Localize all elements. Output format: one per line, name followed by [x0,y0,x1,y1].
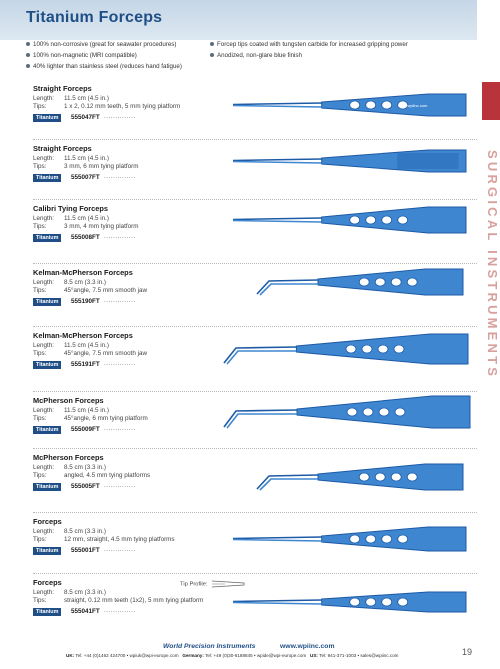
feature-text: 40% lighter than stainless steel (reduces hand fatigue) [33,63,182,70]
feature-item [26,41,176,48]
handle-hole [382,535,392,543]
length-spec [33,95,109,102]
length-label: Length: [33,528,55,535]
forceps-illustration [232,525,468,553]
tips-value: 45°angle, 7.5 mm smooth jaw [64,350,148,357]
tips-spec [33,103,180,110]
section-divider [33,573,477,574]
section-divider [33,263,477,264]
material-badge: Titanium [33,483,61,491]
handle-hole [363,408,373,416]
section-divider [33,391,477,392]
forceps-handle [322,527,466,551]
length-label: Length: [33,342,55,349]
tips-value: angled, 4.5 mm tying platforms [64,472,151,479]
feature-item [210,41,408,48]
product-name: McPherson Forceps [33,453,104,462]
material-badge: Titanium [33,174,61,182]
handle-hole [350,598,360,606]
tip-profile [180,579,245,589]
forceps-jaw-upper [257,280,318,294]
handle-hole [378,345,388,353]
section-divider [33,199,477,200]
tips-value: straight, 0.12 mm teeth (1x2), 5 mm tying platform [64,597,204,604]
de-contact: Tel: +49 (0)30-6188845 • wpide@wpi-europe.com [205,653,307,658]
tips-label: Tips: [33,287,47,294]
length-value: 11.5 cm (4.5 in.) [64,342,110,349]
length-label: Length: [33,407,55,414]
bullet-icon [210,53,214,57]
product-name: Straight Forceps [33,84,92,93]
forceps-jaw-lower [227,351,296,364]
forceps-handle [318,464,463,490]
leader-dots: .............. [104,608,136,614]
forceps-illustration [232,92,468,118]
tips-label: Tips: [33,536,47,543]
product-code: 555005FT [71,483,100,490]
material-badge: Titanium [33,234,61,242]
length-value: 11.5 cm (4.5 in.) [64,95,110,102]
tips-label: Tips: [33,163,47,170]
forceps-illustration [232,205,468,235]
uk-label: UK: [66,653,75,658]
leader-dots: .............. [104,174,136,180]
handle-hole [366,535,376,543]
section-divider [33,326,477,327]
length-spec [33,215,109,222]
handle-hole [375,473,385,481]
length-label: Length: [33,464,55,471]
material-badge: Titanium [33,426,61,434]
leader-dots: .............. [104,483,136,489]
forceps-jaw-lower [233,106,322,108]
leader-dots: .............. [104,298,136,304]
company-name: World Precision Instruments [163,643,256,650]
length-label: Length: [33,215,55,222]
forceps-handle [318,269,463,295]
product-name: McPherson Forceps [33,396,104,405]
leader-dots: .............. [104,547,136,553]
product-code: 555041FT [71,608,100,615]
feature-text: Forcep tips coated with tungsten carbide for increased gripping power [217,41,408,48]
forceps-jaw-upper [233,218,322,220]
handle-hole [382,598,392,606]
length-label: Length: [33,279,55,286]
handle-hole [379,408,389,416]
material-badge: Titanium [33,547,61,555]
tips-spec [33,472,150,479]
forceps-handle [322,94,466,116]
uk-contact: Tel: +44 (0)1462 424700 • wpiuk@wpi-europe.com [75,653,179,658]
tips-spec [33,287,147,294]
handle-hole [398,535,408,543]
tips-value: 12 mm, straight, 4.5 mm tying platforms [64,536,175,543]
forceps-jaw-upper [257,475,318,489]
tips-spec [33,163,139,170]
section-divider [33,512,477,513]
tips-value: 45°angle, 6 mm tying platform [64,415,148,422]
handle-hole [359,278,369,286]
tips-label: Tips: [33,415,47,422]
forceps-jaw-upper [233,159,322,161]
handle-hole [346,345,356,353]
length-spec [33,407,109,414]
material-badge: Titanium [33,114,61,122]
feature-item [210,52,302,59]
forceps-illustration [232,590,468,614]
handle-hole [375,278,385,286]
product-name: Calibri Tying Forceps [33,204,109,213]
length-spec [33,155,109,162]
footer [0,643,500,669]
forceps-illustration [232,148,468,174]
handle-hole [366,598,376,606]
product-name: Forceps [33,517,62,526]
length-spec [33,589,106,596]
leader-dots: .............. [104,234,136,240]
length-label: Length: [33,155,55,162]
handle-hole [366,101,376,109]
length-value: 11.5 cm (4.5 in.) [64,155,110,162]
forceps-jaw-lower [233,540,322,542]
tips-value: 3 mm, 6 mm tying platform [64,163,139,170]
product-name: Forceps [33,578,62,587]
length-value: 8.5 cm (3.3 in.) [64,279,106,286]
feature-item [26,63,182,70]
product-code: 555001FT [71,547,100,554]
tips-label: Tips: [33,472,47,479]
bullet-icon [26,53,30,57]
tips-spec [33,223,139,230]
handle-hole [382,216,392,224]
feature-text: 100% non-corrosive (great for seawater procedures) [33,41,177,48]
product-name: Kelman-McPherson Forceps [33,268,133,277]
tip-profile-label: Tip Profile: [180,581,208,588]
product-name: Kelman-McPherson Forceps [33,331,133,340]
tips-spec [33,597,203,604]
product-name: Straight Forceps [33,144,92,153]
handle-hole [359,473,369,481]
handle-hole [350,101,360,109]
forceps-handle [322,592,466,612]
feature-item [26,52,137,59]
length-value: 8.5 cm (3.3 in.) [64,464,106,471]
material-badge: Titanium [33,608,61,616]
handle-hole [407,278,417,286]
length-spec [33,464,106,471]
handle-hole [347,408,357,416]
product-code: 555009FT [71,426,100,433]
handle-hole [350,216,360,224]
handle-hole [398,598,408,606]
bullet-icon [26,42,30,46]
website-link[interactable]: www.wpiinc.com [280,643,335,650]
tips-spec [33,536,175,543]
us-contact: Tel: 941-371-1003 • sales@wpiinc.com [319,653,399,658]
forceps-jaw-lower [233,162,322,164]
handle-hole [391,473,401,481]
handle-hole [350,535,360,543]
forceps-jaw-lower [233,603,322,605]
forceps-jaw-upper [233,600,322,602]
feature-text: 100% non-magnetic (MRI compatible) [33,52,137,59]
bullet-icon [210,42,214,46]
material-badge: Titanium [33,361,61,369]
tips-label: Tips: [33,223,47,230]
handle-hole [407,473,417,481]
tips-value: 45°angle, 7.5 mm smooth jaw [64,287,148,294]
tips-label: Tips: [33,350,47,357]
length-label: Length: [33,589,55,596]
product-code: 555007FT [71,174,100,181]
length-spec [33,279,106,286]
section-divider [33,448,477,449]
length-label: Length: [33,95,55,102]
tips-label: Tips: [33,597,47,604]
forceps-jaw-lower [260,479,318,490]
forceps-jaw-lower [260,284,318,295]
length-value: 11.5 cm (4.5 in.) [64,215,110,222]
handle-hole [394,345,404,353]
tips-spec [33,415,148,422]
page-number: 19 [462,647,473,657]
handle-hole [382,101,392,109]
length-value: 11.5 cm (4.5 in.) [64,407,110,414]
product-code: 555191FT [71,361,100,368]
length-spec [33,528,106,535]
leader-dots: .............. [104,114,136,120]
forceps-illustration [222,394,472,430]
forceps-jaw-upper [233,103,322,105]
tips-spec [33,350,147,357]
forceps-jaw-upper [233,537,322,539]
handle-hole [391,278,401,286]
handle-hole [398,216,408,224]
product-code: 555190FT [71,298,100,305]
bullet-icon [26,64,30,68]
product-code: 555047FT [71,114,100,121]
de-label: Germany: [182,653,204,658]
tips-value: 3 mm, 4 mm tying platform [64,223,139,230]
forceps-jaw-lower [227,414,297,428]
tips-label: Tips: [33,103,47,110]
page-title: Titanium Forceps [26,9,163,26]
leader-dots: .............. [104,426,136,432]
handle-hole [395,408,405,416]
handle-hole [362,345,372,353]
tool-engraving: www.wpiinc.com [398,103,428,108]
handle-hole [366,216,376,224]
side-tab [482,82,500,120]
product-code: 555008FT [71,234,100,241]
forceps-jaw-lower [233,221,322,223]
length-spec [33,342,109,349]
tips-value: 1 x 2, 0.12 mm teeth, 5 mm tying platform [64,103,181,110]
tip-profile-icon [211,579,245,589]
leader-dots: .............. [104,361,136,367]
feature-text: Anodized, non-glare blue finish [217,52,302,59]
forceps-illustration [255,462,465,492]
contact-line [66,653,398,658]
length-value: 8.5 cm (3.3 in.) [64,528,106,535]
material-badge: Titanium [33,298,61,306]
us-label: US: [310,653,318,658]
forceps-illustration [222,332,470,366]
forceps-illustration [255,267,465,297]
forceps-handle [322,207,466,233]
engraving-box [397,153,458,169]
side-section-label: SURGICAL INSTRUMENTS [485,150,500,380]
length-value: 8.5 cm (3.3 in.) [64,589,106,596]
section-divider [33,139,477,140]
